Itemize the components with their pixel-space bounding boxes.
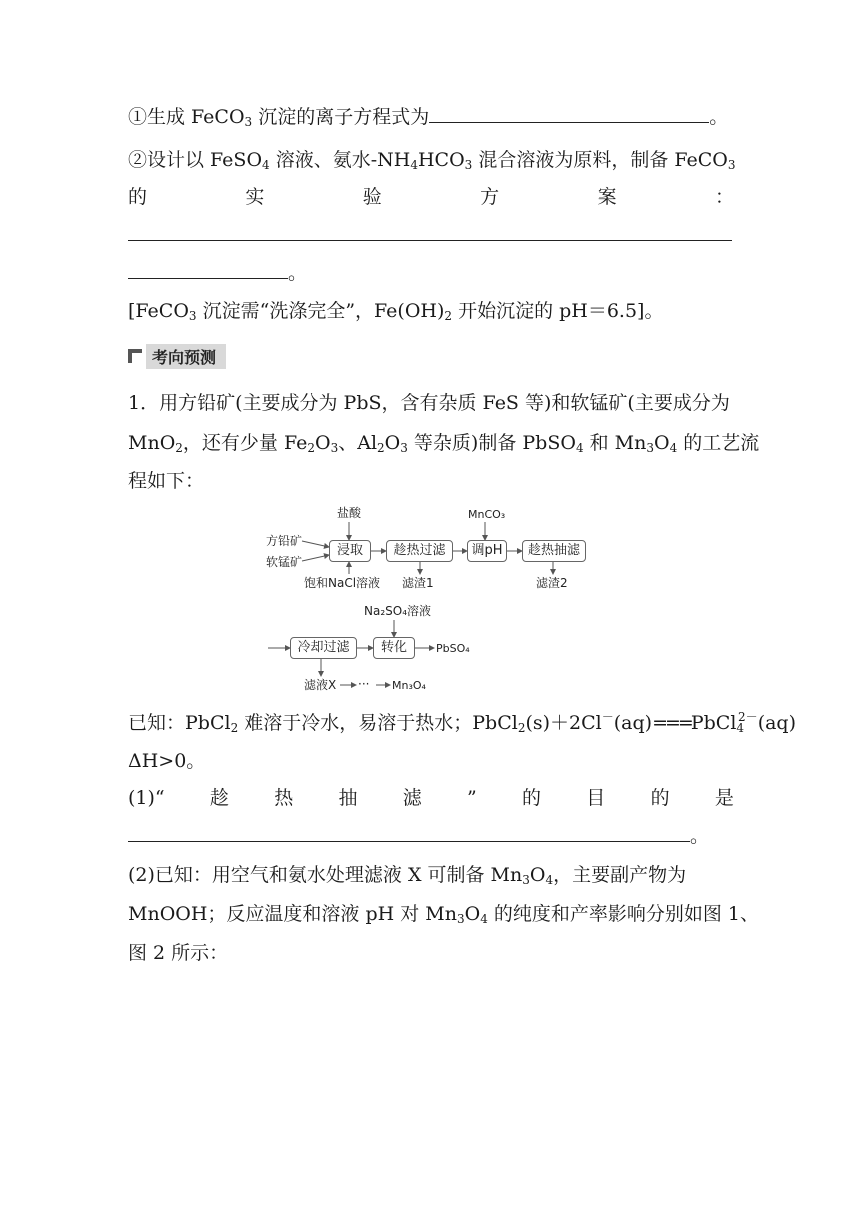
subscript: 3: [522, 873, 530, 887]
subscript: 2: [230, 721, 239, 735]
text: 、Al: [338, 432, 378, 454]
text: O: [654, 432, 670, 454]
subscript: 3: [330, 441, 339, 455]
answer-line: [128, 220, 734, 250]
text: (s)＋2Cl: [525, 712, 602, 734]
subscript: 3: [400, 441, 408, 455]
answer-blank[interactable]: [128, 258, 288, 279]
question-line-1: [128, 102, 734, 132]
q1-line-2: [128, 428, 760, 458]
label-dots: ···: [358, 677, 370, 691]
text: MnOOH；反应温度和溶液 pH 对 Mn: [128, 903, 457, 925]
p1-line: [128, 783, 734, 813]
corner-mark-icon: [128, 349, 142, 363]
section-header: [128, 344, 226, 368]
answer-blank[interactable]: [128, 821, 690, 842]
subscript: 2: [444, 309, 453, 323]
subscript: 3: [727, 158, 736, 172]
answer-line-end: [128, 258, 734, 288]
text: 难溶于冷水，易溶于热水；PbCl: [238, 712, 518, 734]
box-adjust-ph: 调pH: [467, 540, 507, 562]
subscript: 4: [575, 441, 584, 455]
q1-line-3: [128, 466, 734, 496]
subscript: 3: [646, 441, 654, 455]
known-line-1: [128, 708, 797, 738]
text: 验: [362, 186, 382, 208]
text: O: [464, 903, 481, 925]
text: 。: [288, 262, 308, 284]
subscript: 2: [517, 721, 526, 735]
label-residue1: 滤渣1: [402, 576, 434, 590]
subscript: 3: [456, 912, 465, 926]
text: 的: [128, 186, 148, 208]
question-line-3: [128, 182, 734, 212]
text: O: [529, 864, 546, 886]
label-pbso4: PbSO₄: [436, 642, 470, 655]
text: PbCl: [690, 712, 737, 734]
text: O: [384, 432, 401, 454]
subscript: 4: [410, 158, 418, 172]
label-hcl: 盐酸: [337, 506, 362, 520]
text: 沉淀的离子方程式为: [252, 106, 430, 128]
text: (aq): [613, 712, 653, 734]
text: (aq): [757, 712, 797, 734]
p2-line-3: [128, 938, 734, 968]
question-line-2: [128, 145, 734, 175]
subscript: 4: [736, 721, 745, 735]
note-line: [128, 296, 734, 326]
subscript: 3: [464, 158, 473, 172]
answer-blank[interactable]: [429, 102, 709, 123]
box-leach: 浸取: [329, 540, 371, 562]
text: MnO: [128, 432, 176, 454]
label-mnco3: MnCO₃: [468, 508, 506, 521]
text: (2)已知：用空气和氨水处理滤液 X 可制备 Mn: [128, 864, 523, 886]
label-filtrate-x: 滤液X: [304, 678, 337, 692]
text: 溶液、氨水-NH: [269, 149, 411, 171]
text: O: [315, 432, 331, 454]
p2-line-2: [128, 899, 759, 929]
text: 的: [650, 787, 670, 809]
answer-blank[interactable]: [128, 220, 732, 241]
text: 是: [714, 787, 734, 809]
flow-arrows: [266, 500, 606, 700]
text: ，还有少量 Fe: [182, 432, 308, 454]
label-ore2: 软锰矿: [266, 555, 303, 569]
label-residue2: 滤渣2: [536, 576, 568, 590]
label-ore1: 方铅矿: [266, 534, 303, 548]
text: 。: [709, 106, 729, 128]
text: 滤: [402, 787, 422, 809]
box-convert: 转化: [373, 637, 415, 659]
text: 。: [690, 825, 710, 847]
text: 沉淀需“洗涤完全”，Fe(OH): [196, 300, 445, 322]
text: 方: [480, 186, 500, 208]
subscript: 2: [377, 441, 385, 455]
text: (1)“: [128, 787, 165, 809]
text: 的: [522, 787, 542, 809]
subscript: 2: [175, 441, 183, 455]
label-na2so4: Na₂SO₄溶液: [364, 604, 432, 618]
label-mn3o4: Mn₃O₄: [392, 679, 426, 692]
p2-line-1: [128, 860, 734, 890]
equilibrium-sign: ===: [652, 712, 691, 734]
subscript: 4: [480, 912, 488, 926]
text: ，主要副产物为: [553, 864, 687, 886]
text: 开始沉淀的 pH＝6.5]。: [452, 300, 664, 322]
text: 趁: [209, 787, 229, 809]
text: 程如下：: [128, 470, 205, 492]
text: ”: [467, 787, 477, 809]
text: ΔH>0。: [128, 750, 206, 772]
text: 图 2 所示：: [128, 942, 229, 964]
q1-line-1: [128, 388, 734, 418]
text: 抽: [338, 787, 358, 809]
text: ：: [714, 186, 734, 208]
text: 1．用方铅矿(主要成分为 PbS，含有杂质 FeS 等)和软锰矿(主要成分为: [128, 392, 730, 414]
text: 实: [245, 186, 265, 208]
text: 案: [597, 186, 617, 208]
superscript: －: [601, 710, 614, 724]
text: 已知：PbCl: [128, 712, 231, 734]
text: ①生成 FeCO: [128, 106, 245, 128]
subscript: 2: [307, 441, 315, 455]
subscript: 4: [669, 441, 678, 455]
p1-answer-line: [128, 821, 734, 851]
label-nacl: 饱和NaCl溶液: [304, 576, 381, 590]
superscript: 2－: [738, 710, 758, 724]
subscript: 4: [262, 158, 270, 172]
text: 混合溶液为原料，制备 FeCO: [472, 149, 728, 171]
subscript: 3: [244, 115, 253, 129]
known-line-2: [128, 746, 734, 776]
process-flow-diagram: [266, 500, 606, 700]
text: ②设计以 FeSO: [128, 149, 263, 171]
box-cool-filter: 冷却过滤: [290, 637, 357, 659]
text: HCO: [417, 149, 465, 171]
text: 的纯度和产率影响分别如图 1、: [487, 903, 759, 925]
section-title: 考向预测: [146, 344, 226, 369]
text: [FeCO: [128, 300, 189, 322]
subscript: 4: [545, 873, 554, 887]
text: 等杂质)制备 PbSO: [407, 432, 576, 454]
box-hot-filter: 趁热过滤: [386, 540, 453, 562]
text: 目: [586, 787, 606, 809]
text: 的工艺流: [677, 432, 760, 454]
text: 热: [274, 787, 294, 809]
box-hot-suction: 趁热抽滤: [522, 540, 586, 562]
text: 和 Mn: [583, 432, 647, 454]
subscript: 3: [188, 309, 197, 323]
